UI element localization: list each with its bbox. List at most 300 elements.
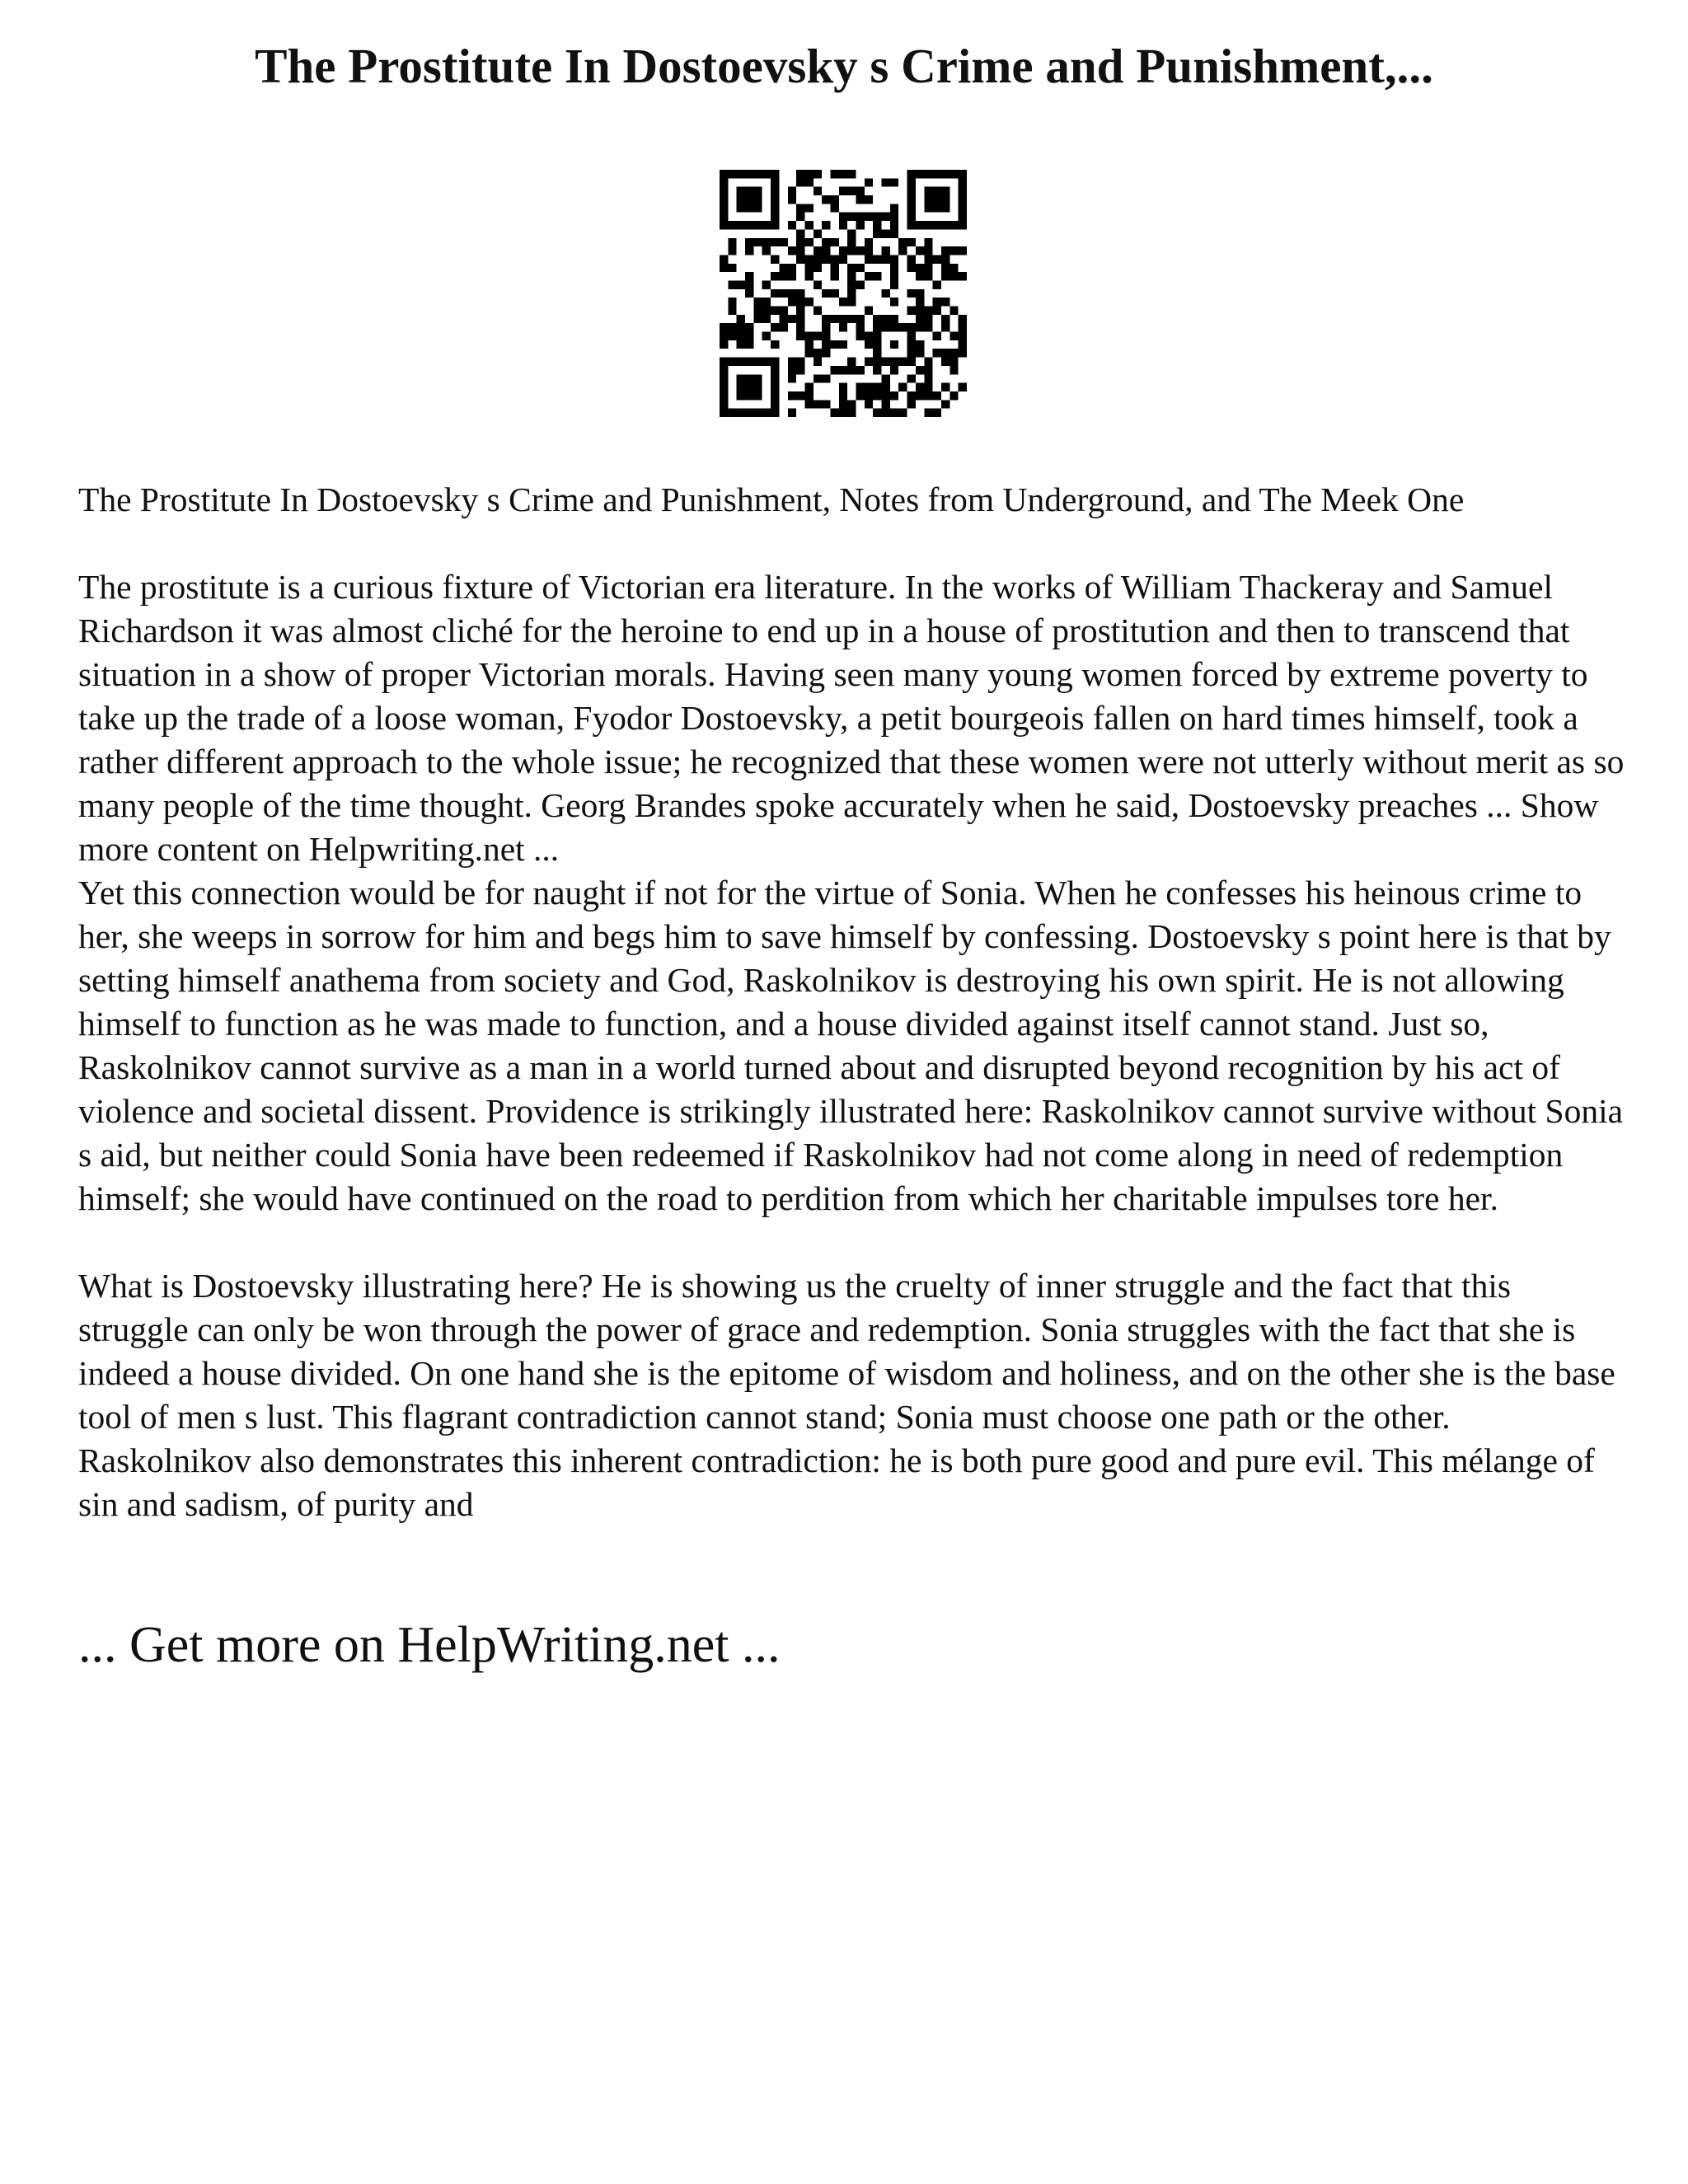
page-title: The Prostitute In Dostoevsky s Crime and Punishment,... xyxy=(255,39,1433,93)
article-body xyxy=(78,478,1628,1526)
qr-module xyxy=(907,374,916,382)
qr-module xyxy=(882,246,890,255)
qr-module xyxy=(907,213,916,221)
qr-module xyxy=(882,383,890,391)
qr-module xyxy=(890,358,898,366)
qr-module xyxy=(762,332,771,340)
qr-module xyxy=(924,264,932,272)
qr-module xyxy=(916,383,924,391)
qr-module xyxy=(779,289,787,298)
qr-module xyxy=(814,246,822,255)
qr-module xyxy=(865,255,873,263)
qr-module xyxy=(814,374,822,382)
qr-module xyxy=(762,298,771,306)
qr-module xyxy=(814,187,822,195)
qr-module xyxy=(822,289,830,298)
qr-module xyxy=(924,246,932,255)
qr-module xyxy=(916,246,924,255)
qr-module xyxy=(856,221,865,229)
qr-module xyxy=(890,298,898,306)
qr-module xyxy=(898,409,907,417)
qr-module xyxy=(890,366,898,374)
qr-module xyxy=(814,400,822,408)
qr-module xyxy=(924,255,932,263)
qr-module xyxy=(822,238,830,246)
qr-module xyxy=(924,272,932,280)
qr-module xyxy=(796,332,804,340)
qr-module xyxy=(950,349,958,357)
qr-module xyxy=(873,409,881,417)
qr-module xyxy=(737,195,745,204)
qr-module xyxy=(753,170,762,178)
qr-module xyxy=(753,187,762,195)
qr-module xyxy=(933,298,941,306)
qr-module xyxy=(804,332,813,340)
qr-module xyxy=(941,187,950,195)
qr-module xyxy=(959,340,967,349)
qr-module xyxy=(788,391,796,400)
qr-module xyxy=(771,323,779,331)
qr-module xyxy=(890,204,898,212)
qr-module xyxy=(959,323,967,331)
qr-module xyxy=(745,221,753,229)
qr-module xyxy=(839,187,847,195)
qr-module xyxy=(822,349,830,357)
qr-module xyxy=(856,280,865,288)
qr-module xyxy=(720,400,728,408)
qr-module xyxy=(745,332,753,340)
qr-module xyxy=(924,170,932,178)
qr-module xyxy=(865,332,873,340)
qr-module xyxy=(959,170,967,178)
qr-module xyxy=(898,358,907,366)
qr-module xyxy=(890,315,898,323)
qr-module xyxy=(788,315,796,323)
qr-module xyxy=(796,391,804,400)
qr-module xyxy=(890,221,898,229)
qr-module xyxy=(865,400,873,408)
qr-module xyxy=(950,332,958,340)
qr-module xyxy=(804,264,813,272)
qr-module xyxy=(856,315,865,323)
qr-module xyxy=(728,221,736,229)
qr-module xyxy=(720,323,728,331)
qr-module xyxy=(720,383,728,391)
qr-module xyxy=(753,383,762,391)
qr-module xyxy=(779,272,787,280)
qr-module xyxy=(907,307,916,315)
qr-module xyxy=(771,238,779,246)
qr-module xyxy=(753,315,762,323)
qr-module xyxy=(762,409,771,417)
qr-module xyxy=(771,400,779,408)
qr-module xyxy=(959,187,967,195)
qr-module xyxy=(830,195,838,204)
qr-module xyxy=(814,264,822,272)
qr-module xyxy=(728,358,736,366)
qr-module xyxy=(856,264,865,272)
qr-module xyxy=(753,195,762,204)
qr-module xyxy=(873,340,881,349)
qr-module xyxy=(873,255,881,263)
qr-module xyxy=(950,366,958,374)
qr-module xyxy=(762,307,771,315)
qr-module xyxy=(745,374,753,382)
qr-module xyxy=(737,315,745,323)
qr-module xyxy=(907,187,916,195)
qr-module xyxy=(737,340,745,349)
qr-module xyxy=(771,307,779,315)
qr-module xyxy=(865,340,873,349)
qr-module xyxy=(788,298,796,306)
qr-module xyxy=(720,195,728,204)
qr-module xyxy=(847,409,856,417)
qr-module xyxy=(890,280,898,288)
qr-module xyxy=(771,289,779,298)
qr-module xyxy=(720,409,728,417)
qr-module xyxy=(745,204,753,212)
qr-module xyxy=(856,213,865,221)
qr-module xyxy=(771,366,779,374)
qr-module xyxy=(907,238,916,246)
qr-module xyxy=(941,246,950,255)
qr-module xyxy=(933,332,941,340)
qr-module xyxy=(796,178,804,186)
qr-module xyxy=(745,195,753,204)
qr-module xyxy=(941,315,950,323)
qr-module xyxy=(762,246,771,255)
qr-module xyxy=(830,409,838,417)
qr-module xyxy=(873,332,881,340)
qr-module xyxy=(788,366,796,374)
qr-module xyxy=(873,383,881,391)
qr-module xyxy=(950,307,958,315)
qr-module xyxy=(771,187,779,195)
qr-module xyxy=(822,195,830,204)
qr-module xyxy=(788,289,796,298)
qr-module xyxy=(907,170,916,178)
qr-module xyxy=(771,195,779,204)
qr-module xyxy=(959,213,967,221)
qr-module xyxy=(814,255,822,263)
qr-module xyxy=(933,255,941,263)
qr-module xyxy=(882,289,890,298)
qr-module xyxy=(916,366,924,374)
qr-module xyxy=(788,358,796,366)
qr-module xyxy=(933,280,941,288)
qr-module xyxy=(924,374,932,382)
qr-module xyxy=(890,178,898,186)
qr-module xyxy=(924,383,932,391)
qr-module xyxy=(779,264,787,272)
qr-module xyxy=(788,374,796,382)
qr-module xyxy=(822,323,830,331)
qr-module xyxy=(856,195,865,204)
qr-module xyxy=(933,170,941,178)
qr-module xyxy=(890,391,898,400)
qr-module xyxy=(856,246,865,255)
qr-module xyxy=(796,289,804,298)
qr-module xyxy=(771,409,779,417)
qr-module xyxy=(796,238,804,246)
qr-module xyxy=(788,272,796,280)
qr-module xyxy=(728,238,736,246)
qr-module xyxy=(788,187,796,195)
qr-module xyxy=(822,255,830,263)
qr-module xyxy=(890,409,898,417)
qr-module xyxy=(847,238,856,246)
qr-module xyxy=(737,374,745,382)
qr-module xyxy=(933,221,941,229)
qr-module xyxy=(924,315,932,323)
qr-module xyxy=(720,213,728,221)
qr-module xyxy=(916,315,924,323)
qr-module xyxy=(737,383,745,391)
qr-module xyxy=(839,298,847,306)
qr-module xyxy=(804,204,813,212)
qr-module xyxy=(814,170,822,178)
qr-module xyxy=(933,349,941,357)
qr-module xyxy=(941,400,950,408)
qr-module xyxy=(950,170,958,178)
qr-module xyxy=(847,246,856,255)
qr-module xyxy=(737,332,745,340)
qr-module xyxy=(882,374,890,382)
qr-module xyxy=(822,221,830,229)
qr-module xyxy=(924,358,932,366)
qr-module xyxy=(959,272,967,280)
qr-module xyxy=(847,400,856,408)
qr-module xyxy=(796,204,804,212)
qr-module xyxy=(907,204,916,212)
qr-module xyxy=(865,246,873,255)
qr-module xyxy=(720,332,728,340)
qr-module xyxy=(745,238,753,246)
qr-module xyxy=(941,264,950,272)
qr-module xyxy=(933,204,941,212)
qr-module xyxy=(907,255,916,263)
qr-module xyxy=(788,409,796,417)
qr-module xyxy=(873,349,881,357)
qr-module xyxy=(847,315,856,323)
qr-module xyxy=(788,264,796,272)
qr-module xyxy=(822,246,830,255)
qr-module xyxy=(728,170,736,178)
qr-module xyxy=(865,178,873,186)
qr-module xyxy=(898,238,907,246)
article-subtitle: The Prostitute In Dostoevsky s Crime and Punishment, Notes from Underground, and The Meek One xyxy=(78,480,1465,518)
qr-module xyxy=(950,221,958,229)
qr-module xyxy=(720,391,728,400)
qr-module xyxy=(907,358,916,366)
qr-module xyxy=(830,204,838,212)
qr-module xyxy=(720,204,728,212)
qr-module xyxy=(771,221,779,229)
qr-module xyxy=(907,332,916,340)
qr-module xyxy=(745,187,753,195)
qr-module xyxy=(898,323,907,331)
qr-module xyxy=(839,391,847,400)
qr-module xyxy=(890,255,898,263)
qr-module xyxy=(847,272,856,280)
qr-module xyxy=(950,264,958,272)
qr-module xyxy=(865,272,873,280)
qr-module xyxy=(839,246,847,255)
qr-module xyxy=(753,298,762,306)
qr-module xyxy=(830,366,838,374)
qr-module xyxy=(941,358,950,366)
qr-module xyxy=(847,229,856,237)
qr-module xyxy=(737,358,745,366)
qr-module xyxy=(924,204,932,212)
qr-module xyxy=(865,307,873,315)
qr-module xyxy=(796,307,804,315)
qr-module xyxy=(839,383,847,391)
qr-module xyxy=(771,213,779,221)
qr-module xyxy=(771,178,779,186)
qr-module xyxy=(830,255,838,263)
qr-module xyxy=(873,213,881,221)
qr-module xyxy=(737,391,745,400)
qr-module xyxy=(745,323,753,331)
qr-module xyxy=(822,374,830,382)
qr-module xyxy=(822,340,830,349)
qr-module xyxy=(830,289,838,298)
qr-module xyxy=(830,238,838,246)
qr-module xyxy=(856,366,865,374)
qr-module xyxy=(720,340,728,349)
qr-module xyxy=(847,170,856,178)
qr-module xyxy=(804,178,813,186)
qr-module xyxy=(830,315,838,323)
qr-module xyxy=(882,315,890,323)
qr-module xyxy=(907,400,916,408)
qr-module xyxy=(788,221,796,229)
get-more-link[interactable]: ... Get more on HelpWriting.net ... xyxy=(78,1617,781,1673)
qr-module xyxy=(865,238,873,246)
qr-module xyxy=(856,187,865,195)
qr-module xyxy=(771,358,779,366)
qr-module xyxy=(959,221,967,229)
qr-module xyxy=(839,170,847,178)
paragraph-3: What is Dostoevsky illustrating here? He is showing us the cruelty of inner struggle and the fact that this struggle can only be won through the power of grace and redemption. Sonia struggles with the fact that she is indeed a house divided. On one hand she is the epitome of wisdom and holiness, and on the other she is the base tool of men s lust. This flagrant contradiction cannot stand; Sonia must choose one path or the other. Raskolnikov also demonstrates this inherent contradiction: he is both pure good and pure evil. This mélange of sin and sadism, of purity and xyxy=(78,1267,1615,1523)
qr-module xyxy=(847,264,856,272)
qr-module xyxy=(847,366,856,374)
qr-module xyxy=(814,229,822,237)
qr-module xyxy=(804,221,813,229)
qr-module xyxy=(907,221,916,229)
qr-module xyxy=(796,229,804,237)
qr-module xyxy=(796,366,804,374)
qr-module xyxy=(847,280,856,288)
qr-module xyxy=(941,349,950,357)
qr-module xyxy=(847,298,856,306)
qr-module xyxy=(745,409,753,417)
qr-module xyxy=(950,358,958,366)
qr-module xyxy=(796,323,804,331)
qr-module xyxy=(941,221,950,229)
qr-module xyxy=(916,264,924,272)
qr-module xyxy=(839,315,847,323)
qr-module xyxy=(916,289,924,298)
qr-module xyxy=(720,255,728,263)
qr-module xyxy=(847,289,856,298)
qr-module xyxy=(779,323,787,331)
qr-module xyxy=(796,298,804,306)
qr-module xyxy=(737,204,745,212)
qr-module xyxy=(916,307,924,315)
qr-module xyxy=(890,340,898,349)
qr-module xyxy=(959,383,967,391)
qr-module xyxy=(720,187,728,195)
qr-module xyxy=(882,255,890,263)
qr-module xyxy=(882,178,890,186)
qr-module xyxy=(916,391,924,400)
qr-module xyxy=(737,409,745,417)
qr-module xyxy=(720,374,728,382)
qr-module xyxy=(830,340,838,349)
qr-module xyxy=(924,409,932,417)
qr-module xyxy=(753,307,762,315)
qr-module xyxy=(941,255,950,263)
paragraph-1: The prostitute is a curious fixture of Victorian era literature. In the works of William Thackeray and Samuel Richardson it was almost cliché for the heroine to end up in a house of prostitution and then to transcend that situation in a show of proper Victorian morals. Having seen many young women forced by extreme poverty to take up the trade of a loose woman, Fyodor Dostoevsky, a petit bourgeois fallen on hard times himself, took a rather different approach to the whole issue; he recognized that these women were not utterly without merit as so many people of the time thought. Georg Brandes spoke accurately when he said, Dostoevsky preaches ... Show more content on Helpwriting.net ... xyxy=(78,568,1625,868)
qr-module xyxy=(898,246,907,255)
qr-module xyxy=(933,307,941,315)
qr-module xyxy=(762,280,771,288)
qr-module xyxy=(959,204,967,212)
qr-module xyxy=(804,170,813,178)
qr-module xyxy=(728,298,736,306)
qr-module xyxy=(856,332,865,340)
qr-module xyxy=(720,366,728,374)
qr-module xyxy=(882,409,890,417)
qr-module xyxy=(916,221,924,229)
qr-module xyxy=(873,323,881,331)
qr-module xyxy=(804,400,813,408)
qr-module xyxy=(796,170,804,178)
qr-module xyxy=(745,272,753,280)
qr-module xyxy=(890,264,898,272)
qr-module xyxy=(737,187,745,195)
qr-module xyxy=(941,204,950,212)
qr-module xyxy=(924,187,932,195)
qr-module xyxy=(865,358,873,366)
qr-module xyxy=(762,358,771,366)
qr-module xyxy=(907,195,916,204)
qr-module xyxy=(814,358,822,366)
qr-module xyxy=(916,340,924,349)
qr-module xyxy=(941,195,950,204)
qr-module xyxy=(745,391,753,400)
qr-module xyxy=(762,221,771,229)
qr-module xyxy=(907,391,916,400)
qr-module xyxy=(847,358,856,366)
qr-module xyxy=(745,289,753,298)
qr-module xyxy=(907,178,916,186)
qr-module xyxy=(924,307,932,315)
qr-module xyxy=(847,213,856,221)
qr-module xyxy=(839,213,847,221)
qr-module xyxy=(873,229,881,237)
qr-module xyxy=(796,315,804,323)
qr-module xyxy=(745,280,753,288)
qr-module xyxy=(898,383,907,391)
qr-module xyxy=(788,195,796,204)
qr-module xyxy=(804,298,813,306)
qr-module xyxy=(804,383,813,391)
qr-module xyxy=(924,238,932,246)
qr-module xyxy=(959,315,967,323)
